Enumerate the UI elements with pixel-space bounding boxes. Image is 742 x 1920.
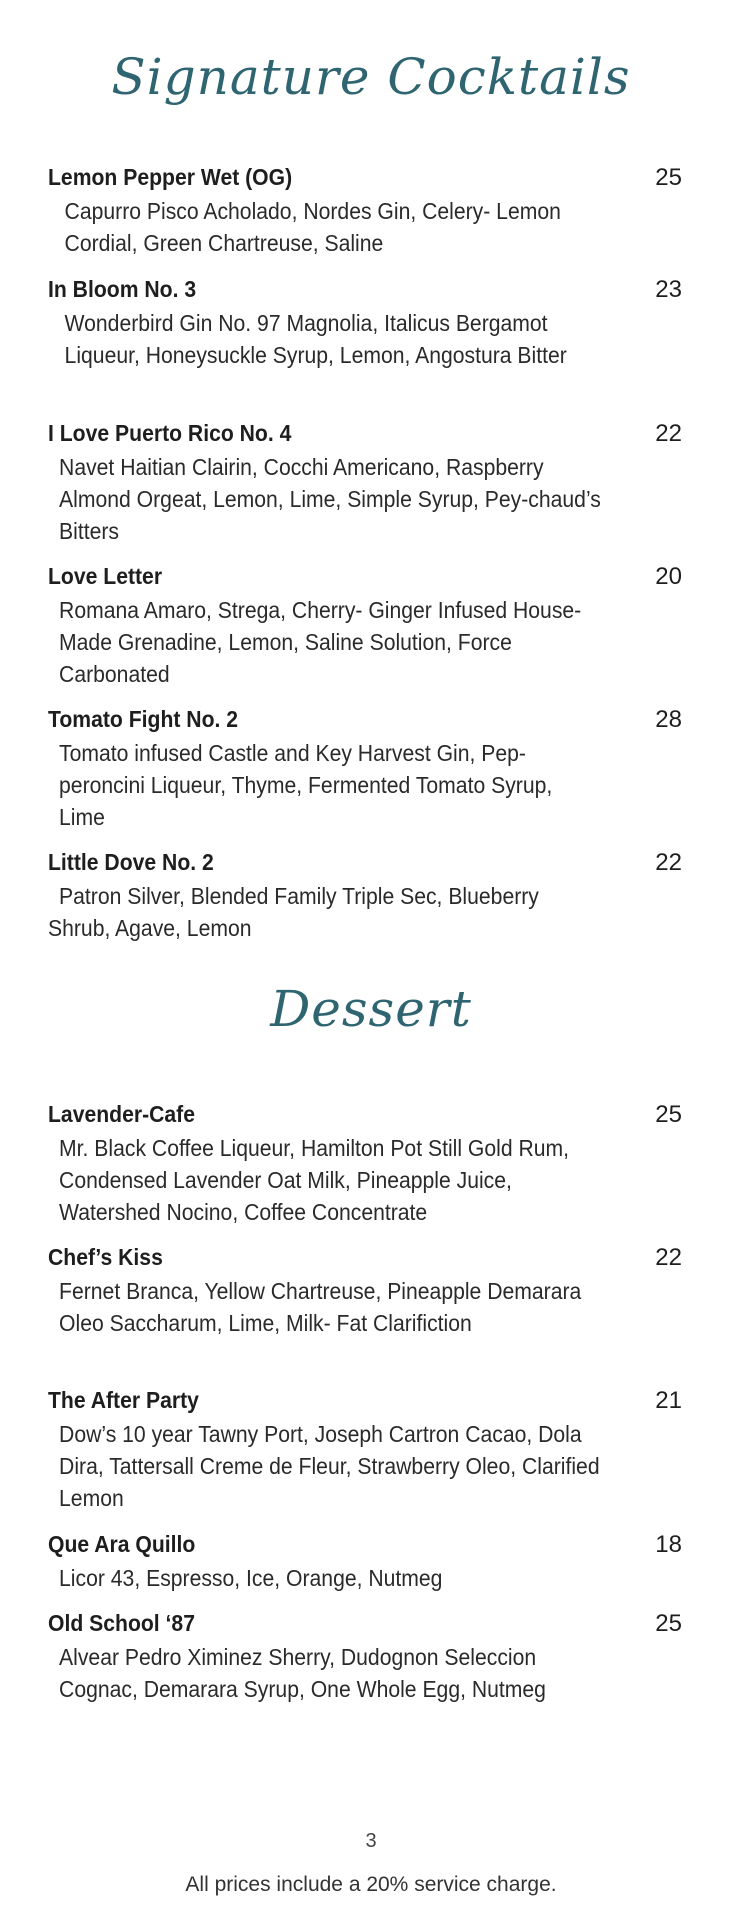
item-name: The After Party [48, 1387, 199, 1413]
item-name: Que Ara Quillo [48, 1531, 196, 1557]
menu-item [48, 706, 688, 833]
item-price: 18 [655, 1531, 682, 1558]
item-description: Dow’s 10 year Tawny Port, Joseph Cartron Cacao, Dola Dira, Tattersall Creme de Fleur, Strawberry Oleo, Clarified Lemon [59, 1421, 600, 1511]
item-name: Tomato Fight No. 2 [48, 706, 239, 732]
item-name: Old School ‘87 [48, 1610, 195, 1636]
item-description: Wonderbird Gin No. 97 Magnolia, Italicus Bergamot Liqueur, Honeysuckle Syrup, Lemon, Angostura Bitter [64, 310, 567, 368]
item-name: Little Dove No. 2 [48, 849, 214, 875]
item-price: 25 [655, 164, 682, 191]
menu-item [48, 1387, 688, 1514]
menu-item [48, 1244, 688, 1339]
dessert-section-title: Dessert [270, 980, 472, 1038]
item-price: 21 [655, 1387, 682, 1414]
item-name: Lemon Pepper Wet (OG) [48, 164, 293, 190]
menu-item [48, 563, 688, 690]
item-price: 28 [655, 706, 682, 733]
item-name: Love Letter [48, 563, 163, 589]
item-price: 25 [655, 1610, 682, 1637]
item-description: Navet Haitian Clairin, Cocchi Americano, Raspberry Almond Orgeat, Lemon, Lime, Simple Syrup, Pey-chaud’s Bitters [59, 454, 601, 544]
cocktails-section-title: Signature Cocktails [111, 48, 631, 106]
item-price: 22 [655, 849, 682, 876]
menu-item [48, 276, 688, 371]
item-name: In Bloom No. 3 [48, 276, 197, 302]
item-description: Patron Silver, Blended Family Triple Sec, Blueberry Shrub, Agave, Lemon [48, 883, 539, 941]
menu-item [48, 164, 688, 259]
item-description: Mr. Black Coffee Liqueur, Hamilton Pot Still Gold Rum, Condensed Lavender Oat Milk, Pineapple Juice, Watershed Nocino, Coffee Concentrate [59, 1135, 570, 1225]
item-price: 25 [655, 1101, 682, 1128]
item-price: 20 [655, 563, 682, 590]
item-name: Lavender-Cafe [48, 1101, 195, 1127]
item-price: 22 [655, 420, 682, 447]
item-description: Capurro Pisco Acholado, Nordes Gin, Celery- Lemon Cordial, Green Chartreuse, Saline [64, 198, 561, 256]
item-description: Licor 43, Espresso, Ice, Orange, Nutmeg [59, 1565, 443, 1591]
menu-item [48, 420, 688, 547]
item-description: Tomato infused Castle and Key Harvest Gin, Pep-peroncini Liqueur, Thyme, Fermented Tomato Syrup, Lime [59, 740, 553, 830]
item-name: I Love Puerto Rico No. 4 [48, 420, 292, 446]
page-number: 3 [365, 1830, 377, 1852]
service-charge-note: All prices include a 20% service charge. [185, 1873, 557, 1896]
item-price: 22 [655, 1244, 682, 1271]
menu-item [48, 849, 688, 944]
item-price: 23 [655, 276, 682, 303]
item-description: Alvear Pedro Ximinez Sherry, Dudognon Seleccion Cognac, Demarara Syrup, One Whole Egg, Nutmeg [59, 1644, 546, 1702]
item-description: Romana Amaro, Strega, Cherry- Ginger Infused House-Made Grenadine, Lemon, Saline Solution, Force Carbonated [59, 597, 582, 687]
menu-item [48, 1531, 688, 1594]
menu-item [48, 1101, 688, 1228]
menu-item [48, 1610, 688, 1705]
item-name: Chef’s Kiss [48, 1244, 163, 1270]
item-description: Fernet Branca, Yellow Chartreuse, Pineapple Demarara Oleo Saccharum, Lime, Milk- Fat Clarifiction [59, 1278, 582, 1336]
